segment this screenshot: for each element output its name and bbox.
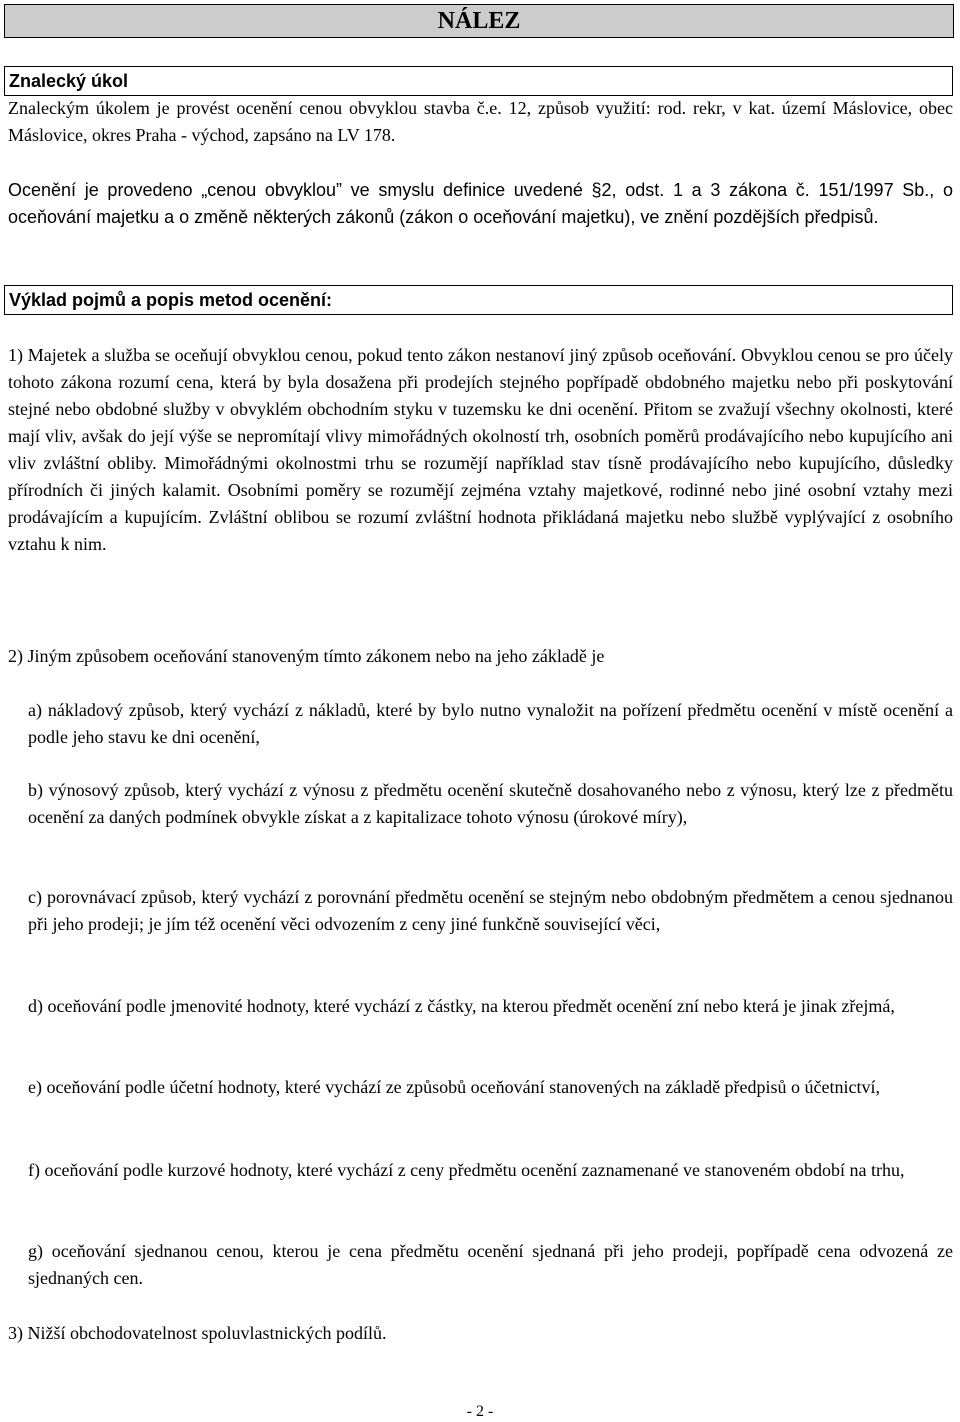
method-item-a: a) nákladový způsob, který vychází z nákladů, které by bylo nutno vynaložit na pořízení předmětu ocenění v místě ocenění a podle jeho stavu ke dni ocenění, (28, 700, 953, 747)
znalecky-ukol-text: Znaleckým úkolem je provést ocenění cenou obvyklou stavba č.e. 12, způsob využití: rod. rekr, v kat. území Máslovice, obec Máslovice, okres Praha - východ, zapsáno na LV 178. (8, 98, 953, 145)
paragraph-2: 2) Jiným způsobem oceňování stanoveným tímto zákonem nebo na jeho základě je (8, 646, 605, 666)
method-item-c: c) porovnávací způsob, který vychází z porovnání předmětu ocenění se stejným nebo obdobným předmětem a cenou sjednanou při jeho prodeji; je jím též ocenění věci odvozením z ceny jiné funkčně související věci, (28, 887, 953, 934)
oceneni-text: Ocenění je provedeno „cenou obvyklou” ve smyslu definice uvedené §2, odst. 1 a 3 zákona č. 151/1997 Sb., o oceňování majetku a o změně některých zákonů (zákon o oceňování majetku), ve znění pozdějších předpisů. (8, 180, 953, 227)
section-heading-znalecky-ukol: Znalecký úkol (4, 66, 953, 96)
paragraph-3: 3) Nižší obchodovatelnost spoluvlastnických podílů. (8, 1323, 387, 1343)
method-item-e: e) oceňování podle účetní hodnoty, které vychází ze způsobů oceňování stanovených na základě předpisů o účetnictví, (28, 1077, 881, 1097)
section-heading-vyklad: Výklad pojmů a popis metod ocenění: (4, 285, 953, 315)
page-number: - 2 - (466, 1403, 494, 1420)
method-item-g: g) oceňování sjednanou cenou, kterou je cena předmětu ocenění sjednaná při jeho prodeji, popřípadě cena odvozená ze sjednaných cen. (28, 1241, 953, 1288)
method-item-f: f) oceňování podle kurzové hodnoty, které vychází z ceny předmětu ocenění zaznamenané ve stanoveném období na trhu, (28, 1160, 905, 1180)
paragraph-1: 1) Majetek a služba se oceňují obvyklou cenou, pokud tento zákon nestanoví jiný způsob oceňování. Obvyklou cenou se pro účely tohoto zákona rozumí cena, která by byla dosažena při prodejích stejného popřípadě obdobného majetku nebo při poskytování stejné nebo obdobné služby v obvyklém obchodním styku v tuzemsku ke dni ocenění. Přitom se zvažují všechny okolnosti, které mají vliv, avšak do její výše se nepromítají vlivy mimořádných okolností trh, osobních poměrů prodávajícího nebo kupujícího ani vliv zvláštní obliby. Mimořádnými okolnostmi trhu se rozumějí například stav tísně prodávajícího nebo kupujícího, důsledky přírodních či jiných kalamit. Osobními poměry se rozumějí zejména vztahy majetkové, rodinné nebo jiné osobní vztahy mezi prodávajícím a kupujícím. Zvláštní oblibou se rozumí zvláštní hodnota přikládaná majetku nebo službě vyplývající z osobního vztahu k nim. (8, 345, 953, 554)
page-title: NÁLEZ (4, 4, 954, 38)
method-item-d: d) oceňování podle jmenovité hodnoty, které vychází z částky, na kterou předmět ocenění zní nebo která je jinak zřejmá, (28, 996, 895, 1016)
method-item-b: b) výnosový způsob, který vychází z výnosu z předmětu ocenění skutečně dosahovaného nebo z výnosu, který lze z předmětu ocenění za daných podmínek obvykle získat a z kapitalizace tohoto výnosu (úrokové míry), (28, 780, 953, 827)
